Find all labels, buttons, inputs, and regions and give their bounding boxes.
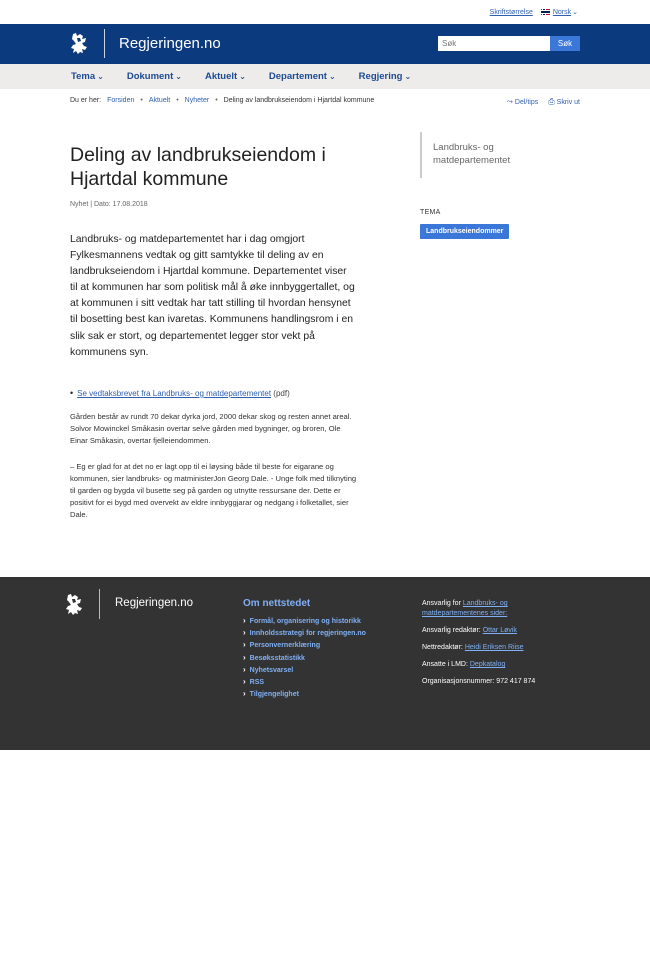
breadcrumb-separator: • [176,97,179,104]
article-lead: Landbruks- og matdepartementet har i dag omgjort Fylkesmannens vedtak og gitt samtykke til deling av en landbrukseiendom i Hjartdal kommune. Departementet viser til at kommunen har som politisk mål å øke innbyggertallet, og at kommunen i sitt vedtak har tatt stilling til hvordan hensynet til bosetting best kan ivaretas. Kommunens handlingsrom i en slik sak er stort, og departementet legger stor vekt på kommunens syn. [70,234,355,358]
breadcrumb-nyheter[interactable]: Nyheter [184,97,210,104]
footer-link-label: Besøksstatistikk [249,654,305,662]
chevron-right-icon: › [243,689,246,699]
chevron-right-icon: › [243,676,246,686]
footer-link-label: Innholdsstrategi for regjeringen.no [249,630,366,638]
lion-logo-icon[interactable] [70,32,89,55]
chevron-down-icon: ⌄ [239,72,246,81]
nav-item-label: Regjering [358,71,403,82]
lion-logo-icon[interactable] [65,593,84,616]
nav-item-aktuelt[interactable] [205,71,246,82]
page-title: Deling av landbrukseiendom i Hjartdal kommune [70,144,326,190]
footer-link[interactable] [243,639,366,651]
site-header [0,24,650,64]
breadcrumb-aktuelt[interactable]: Aktuelt [148,97,171,104]
document-list [70,388,370,398]
web-editor-link[interactable]: Heidi Eriksen Riise [464,644,524,651]
chevron-down-icon: ⌄ [572,9,578,16]
breadcrumb-current: Deling av landbrukseiendom i Hjartdal kommune [223,97,375,104]
editor-line [422,626,572,636]
footer-link-label: Formål, organisering og historikk [249,618,361,625]
page-tools [507,97,581,107]
chevron-right-icon: › [243,616,246,625]
footer-link[interactable] [243,652,366,664]
font-size-link[interactable]: Skriftstørrelse [489,8,533,16]
nav-item-label: Departement [268,71,327,82]
staff-line [422,660,572,670]
org-number: Organisasjonsnummer: 972 417 874 [422,678,536,685]
language-selector[interactable] [541,8,578,16]
language-label[interactable]: Norsk [552,9,572,16]
chevron-right-icon: › [243,628,246,638]
footer-link-label: Nyhetsvarsel [249,666,294,674]
editor-link[interactable]: Ottar Løvik [482,627,517,634]
breadcrumb [70,97,374,104]
footer-link[interactable] [243,627,366,639]
share-button[interactable] [507,97,539,107]
nav-item-label: Tema [71,71,96,82]
footer-contact [422,599,572,694]
chevron-down-icon: ⌄ [404,72,412,81]
tema-tag[interactable]: Landbrukseiendommer [420,224,509,239]
responsible-link[interactable]: Landbruks- og matdepartementenes sider: [422,600,508,617]
tema-label: TEMA [420,209,441,216]
department-box [420,132,570,178]
document-link[interactable]: Se vedtaksbrevet fra Landbruks- og matdepartementet [77,389,272,398]
footer-link-label: Tilgjengelighet [249,691,299,699]
web-editor-label: Nettredaktør: [422,644,463,651]
print-button[interactable] [548,97,580,107]
breadcrumb-separator: • [140,97,143,104]
print-label: Skriv ut [556,98,580,106]
department-name[interactable]: Landbruks- og matdepartementet [433,142,511,166]
article-paragraph: – Eg er glad for at det no er lagt opp til ei løysing både til beste for eigarane og kommunen, sier landbruks- og matministerJon Georg Dale. - Unge folk med tilknyting til garden og bygda vil busette seg på garden og utnytte ressursane der. Dette er positivt for ei bygd med overvekt av eldre innbyggjarar og nedgang i folketallet, sier Dale. [70,462,357,519]
site-footer [0,577,650,750]
footer-link[interactable] [243,615,366,627]
footer-link-label: RSS [249,678,265,686]
nav-item-regjering[interactable] [359,71,412,82]
search-input[interactable] [438,36,550,51]
site-title[interactable]: Regjeringen.no [119,35,221,52]
list-item [70,388,370,398]
footer-link[interactable] [243,664,366,676]
nav-item-departement[interactable] [269,71,336,82]
breadcrumb-separator: • [215,97,218,104]
nav-item-label: Dokument [126,71,174,82]
share-label: Del/tips [514,98,539,106]
article-paragraph: Gården består av rundt 70 dekar dyrka jord, 2000 dekar skog og resten annet areal. Solvor Mowinckel Småkasin overtar selve gården med bygninger, og broren, Ole Einar Småkasin, overtar fjelleiendommen. [70,412,352,445]
footer-link[interactable] [243,688,366,700]
chevron-right-icon: › [243,652,246,662]
staff-label: Ansatte i LMD: [422,661,468,668]
responsible-prefix: Ansvarlig for [422,600,461,607]
chevron-down-icon: ⌄ [97,72,104,81]
chevron-down-icon: ⌄ [175,72,182,81]
document-type: (pdf) [273,389,290,398]
nav-item-dokument[interactable] [127,71,182,82]
article-meta: Nyhet | Dato: 17.08.2018 [70,201,148,208]
share-icon: ⤳ [506,97,513,106]
footer-site-title[interactable]: Regjeringen.no [115,597,194,609]
breadcrumb-forsiden[interactable]: Forsiden [107,97,135,104]
footer-link-label: Personvernerklæring [249,642,321,650]
footer-divider [99,589,100,619]
utility-bar [0,0,650,24]
chevron-right-icon: › [243,640,246,650]
chevron-right-icon: › [243,664,246,674]
staff-link[interactable]: Depkatalog [469,661,506,668]
footer-links [243,615,366,700]
breadcrumb-prefix: Du er her: [70,97,102,104]
search-button[interactable]: Søk [550,36,580,51]
chevron-down-icon: ⌄ [328,72,336,81]
footer-link[interactable] [243,676,366,688]
footer-about-title: Om nettstedet [243,598,311,609]
norway-flag-icon [541,9,550,15]
editor-label: Ansvarlig redaktør: [422,627,481,634]
utility-links [490,8,578,16]
nav-item-label: Aktuelt [204,71,238,82]
header-divider [104,29,105,58]
print-icon: ⎙ [548,97,555,106]
nav-item-tema[interactable] [71,71,104,82]
main-nav [0,64,650,89]
web-editor-line [422,643,572,653]
responsible-line [422,599,572,619]
